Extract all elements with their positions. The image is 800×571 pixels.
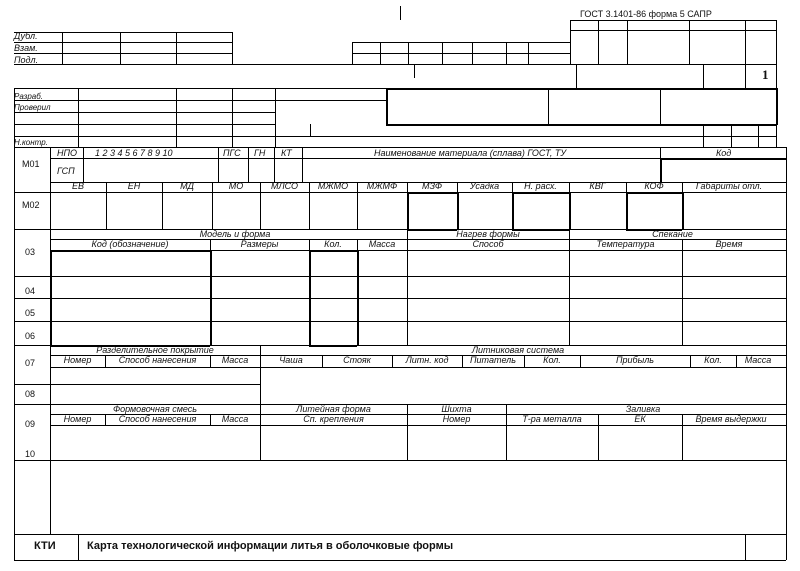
sheet-number: 1: [762, 67, 769, 82]
gn-label: ГН: [254, 148, 266, 158]
massa-label: Масса: [368, 239, 396, 249]
gsp-label: ГСП: [57, 166, 75, 176]
grid-line: [50, 367, 786, 368]
grid-line: [776, 64, 777, 88]
m02-col-label: МД: [180, 181, 194, 191]
heat-title: Нагрев формы: [456, 229, 520, 239]
grid-line: [50, 384, 260, 385]
grid-line: [78, 534, 79, 560]
grid-line: [758, 124, 759, 147]
grid-line: [120, 32, 121, 64]
coating-massa: Масса: [221, 355, 249, 365]
casting-form-title: Литейная форма: [296, 404, 371, 414]
grid-line: [248, 147, 249, 182]
grid-line: [626, 192, 628, 229]
grid-line: [689, 20, 690, 64]
grid-line: [731, 124, 732, 147]
nkontr-label: Н.контр.: [14, 138, 48, 147]
molding-massa: Масса: [221, 414, 249, 424]
grid-line: [14, 64, 776, 65]
digits-label: 1 2 3 4 5 6 7 8 9 10: [95, 148, 173, 158]
grid-line: [408, 42, 409, 64]
grid-line: [506, 42, 507, 64]
row-06: 06: [25, 331, 36, 341]
grid-line: [786, 147, 787, 182]
grid-line: [310, 124, 311, 136]
grid-line: [598, 20, 599, 64]
row-08: 08: [25, 389, 36, 399]
grid-line: [232, 32, 233, 64]
grid-line: [627, 20, 628, 64]
vzam-label: Взам.: [14, 43, 38, 53]
grid-line: [512, 192, 569, 194]
grid-line: [745, 20, 746, 64]
grid-line: [14, 53, 232, 54]
gating-pitatel: Питатель: [470, 355, 516, 365]
kod-oboznach-label: Код (обозначение): [91, 239, 169, 249]
grid-line: [275, 88, 276, 147]
grid-line: [14, 32, 232, 33]
grid-line: [569, 192, 571, 230]
grid-line: [626, 192, 682, 194]
grid-line: [548, 88, 549, 124]
m02-code: М02: [22, 200, 40, 210]
grid-line: [703, 124, 704, 147]
grid-line: [14, 42, 232, 43]
molding-title: Формовочная смесь: [112, 404, 198, 414]
grid-line: [703, 64, 704, 88]
grid-line: [576, 64, 577, 88]
grid-line: [528, 42, 529, 64]
grid-line: [457, 192, 459, 230]
grid-line: [302, 147, 303, 182]
m02-col-label: МЗФ: [422, 181, 442, 191]
grid-line: [14, 560, 786, 561]
grid-line: [218, 147, 219, 182]
grid-line: [14, 100, 386, 101]
grid-line: [745, 534, 746, 560]
grid-line: [50, 425, 786, 426]
grid-line: [78, 88, 79, 147]
grid-line: [14, 112, 275, 113]
grid-line: [14, 298, 786, 299]
pouring-title: Заливка: [625, 404, 661, 414]
gating-pribyl: Прибыль: [615, 355, 655, 365]
grid-line: [682, 239, 683, 345]
grid-line: [386, 88, 388, 124]
kt-label: КТ: [281, 148, 292, 158]
grid-line: [407, 192, 457, 194]
grid-line: [14, 534, 15, 560]
grid-line: [512, 192, 514, 229]
pouring-ek: ЕК: [634, 414, 646, 424]
grid-line: [786, 229, 787, 534]
grid-line: [14, 124, 275, 125]
coating-title: Разделительное покрытие: [96, 345, 214, 355]
grid-line: [309, 250, 357, 252]
grid-line: [50, 250, 210, 252]
m02-col-label: ЕВ: [71, 181, 84, 191]
proveril-label: Проверил: [14, 103, 51, 112]
grid-line: [232, 88, 233, 147]
grid-line: [386, 124, 776, 126]
dubl-label: Дубл.: [14, 31, 38, 41]
gating-title: Литниковая система: [471, 345, 565, 355]
gating-stoyak: Стояк: [343, 355, 371, 365]
coating-sposob: Способ нанесения: [118, 355, 197, 365]
grid-line: [352, 42, 353, 64]
grid-line: [386, 88, 776, 90]
footer-title: Карта технологической информации литья в оболочковые формы: [87, 540, 454, 552]
grid-line: [442, 42, 443, 64]
molding-sposob: Способ нанесения: [118, 414, 197, 424]
grid-line: [786, 534, 787, 560]
m02-col-label: Н. расх.: [524, 181, 557, 191]
gost-label: ГОСТ 3.1401-86 форма 5 САПР: [580, 9, 712, 19]
m02-col-label: Усадка: [469, 181, 500, 191]
grid-line: [776, 20, 777, 64]
m02-col-label: МЖМО: [317, 181, 349, 191]
grid-line: [352, 42, 570, 43]
gating-chasha: Чаша: [279, 355, 303, 365]
grid-line: [570, 42, 571, 64]
grid-line: [472, 42, 473, 64]
razrab-label: Разраб.: [14, 92, 43, 101]
pouring-temp: Т-ра металла: [522, 414, 582, 424]
row-04: 04: [25, 286, 36, 296]
material-label: Наименование материала (сплава) ГОСТ, ТУ: [374, 148, 567, 158]
m02-col-label: КВГ: [589, 181, 606, 191]
row-07: 07: [25, 358, 36, 368]
grid-line: [176, 32, 177, 64]
gating-litkod: Литн. код: [405, 355, 449, 365]
grid-line: [83, 147, 84, 182]
gating-kol2: Кол.: [704, 355, 722, 365]
grid-line: [352, 53, 570, 54]
podl-label: Подл.: [14, 55, 39, 65]
grid-line: [660, 158, 662, 182]
charge-nomer: Номер: [442, 414, 471, 424]
footer-code: КТИ: [34, 540, 56, 552]
gating-kol: Кол.: [543, 355, 561, 365]
grid-line: [776, 88, 777, 147]
m02-col-label: КОФ: [644, 181, 664, 191]
temp-label: Температура: [596, 239, 655, 249]
grid-line: [745, 64, 746, 88]
grid-line: [400, 6, 401, 20]
grid-line: [660, 88, 661, 124]
grid-line: [14, 321, 786, 322]
grid-line: [14, 136, 776, 137]
model-title: Модель и форма: [199, 229, 271, 239]
coating-nomer: Номер: [63, 355, 92, 365]
charge-title: Шихта: [441, 404, 472, 414]
grid-line: [14, 384, 50, 385]
grid-line: [62, 32, 63, 64]
grid-line: [14, 276, 786, 277]
grid-line: [407, 192, 409, 229]
grid-line: [380, 42, 381, 64]
sizes-label: Размеры: [240, 239, 279, 249]
grid-line: [50, 147, 51, 182]
grid-line: [14, 88, 15, 560]
m02-col-label: МЖМФ: [366, 181, 398, 191]
grid-line: [14, 534, 786, 535]
sinter-title: Спекание: [652, 229, 693, 239]
row-10: 10: [25, 449, 36, 459]
npo-label: НПО: [57, 148, 78, 158]
grid-line: [682, 192, 684, 230]
m01-code: М01: [22, 159, 40, 169]
m02-col-label: Габариты отл.: [695, 181, 763, 191]
grid-line: [414, 64, 415, 78]
m02-col-label: МЛСО: [270, 181, 299, 191]
pouring-hold: Время выдержки: [695, 414, 767, 424]
grid-line: [274, 147, 275, 182]
time-label: Время: [715, 239, 743, 249]
row-03: 03: [25, 247, 36, 257]
method-label: Способ: [472, 239, 504, 249]
m02-col-label: МО: [228, 181, 244, 191]
row-09: 09: [25, 419, 36, 429]
grid-line: [176, 88, 177, 147]
row-05: 05: [25, 308, 36, 318]
grid-line: [786, 182, 787, 229]
m02-col-label: ЕН: [127, 181, 141, 191]
grid-line: [14, 460, 786, 461]
molding-nomer: Номер: [63, 414, 92, 424]
casting-form-fix: Сп. крепления: [303, 414, 364, 424]
gating-massa: Масса: [744, 355, 772, 365]
pgs-label: ПГС: [223, 148, 241, 158]
kod-label: Код: [716, 148, 732, 158]
kol-label: Кол.: [324, 239, 342, 249]
